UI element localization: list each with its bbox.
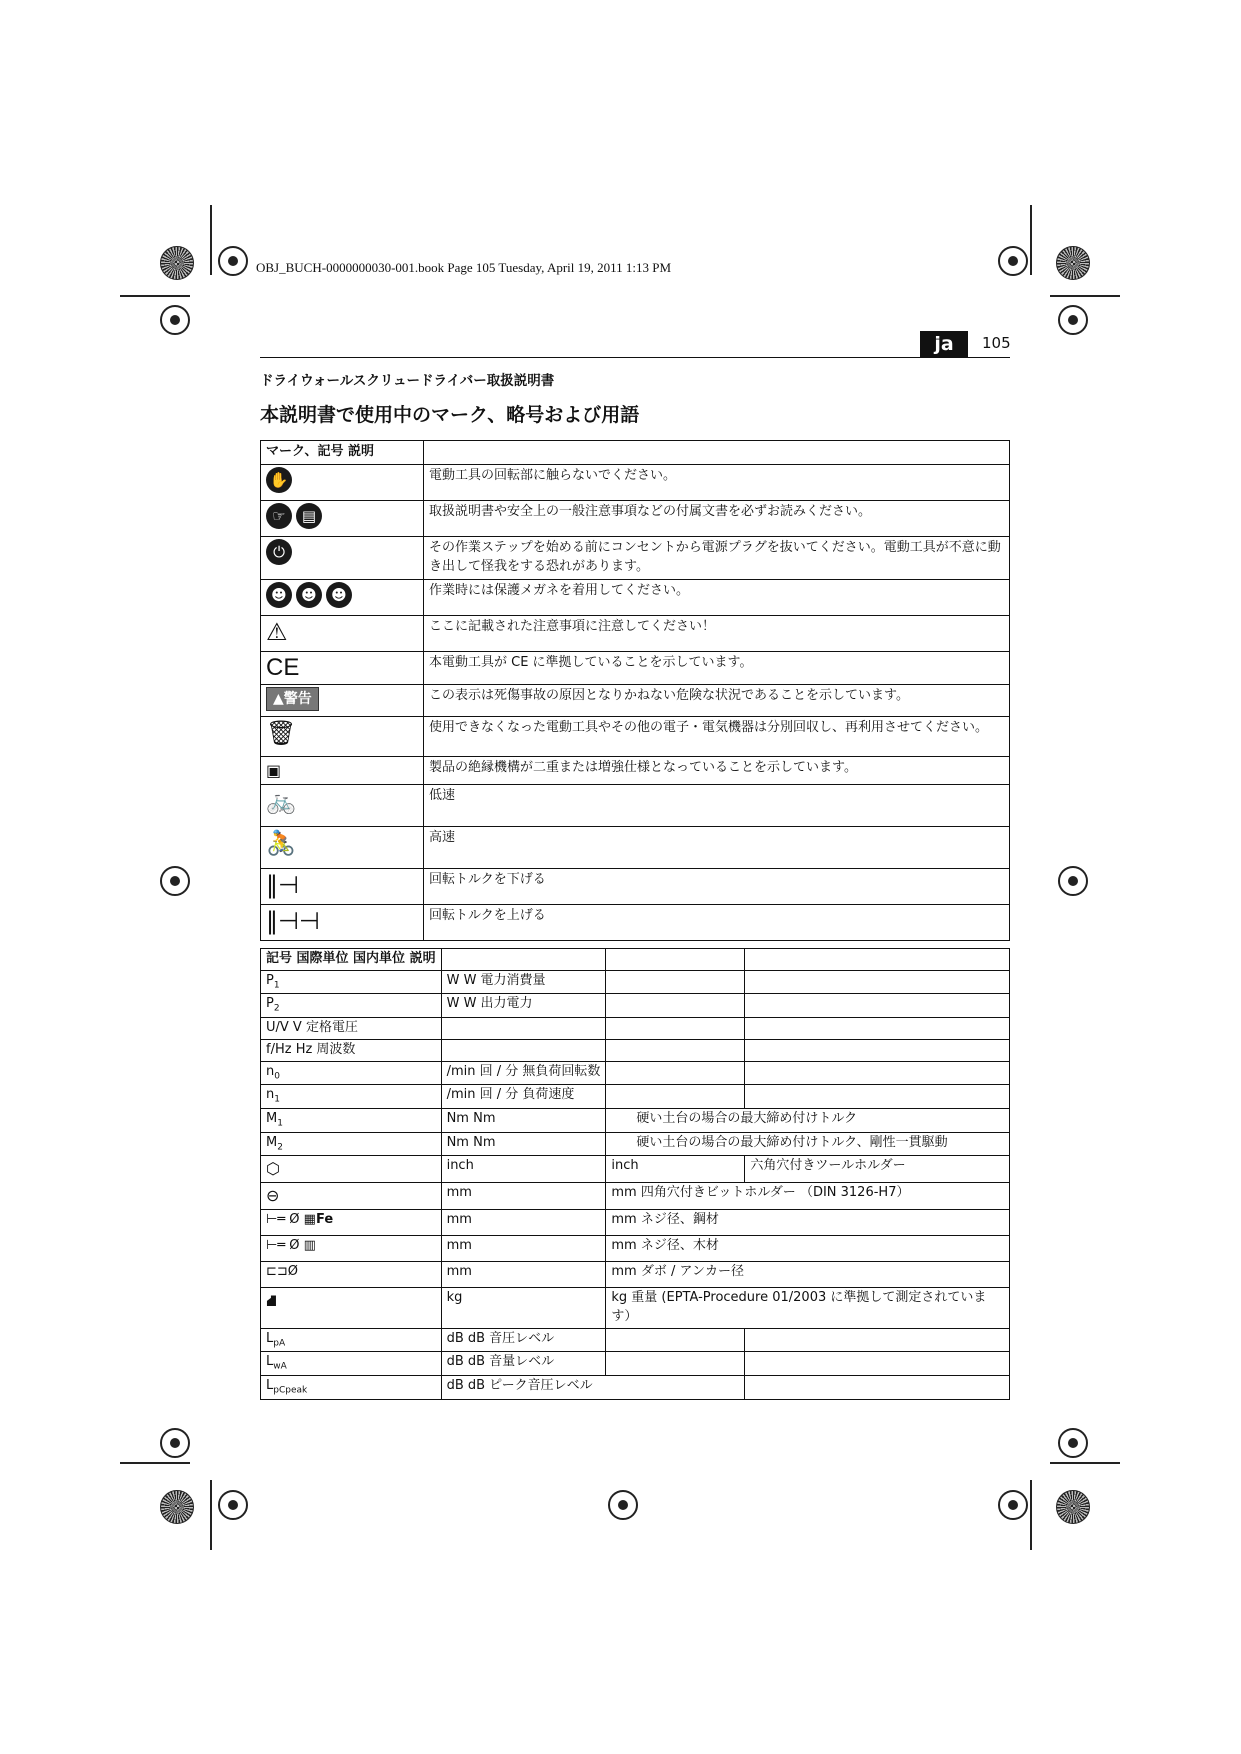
torque-down-icon: ‖⊣ xyxy=(266,871,299,900)
unit-symbol: n xyxy=(266,1063,275,1079)
crop-mark xyxy=(1050,295,1120,297)
table-row xyxy=(261,684,1010,716)
table-row xyxy=(261,1039,1010,1061)
hex-holder-icon: ⬡ xyxy=(266,1159,280,1179)
table-header-row xyxy=(261,441,1010,465)
crop-mark xyxy=(1030,205,1032,275)
table-row xyxy=(261,579,1010,615)
unit-symbol: L xyxy=(266,1354,274,1370)
unit-description: mm ネジ径、木材 xyxy=(606,1236,1010,1262)
crop-mark xyxy=(210,1480,212,1550)
table-row xyxy=(261,1132,1010,1156)
header-cell xyxy=(424,441,1010,465)
header-cell xyxy=(745,949,1010,971)
unit-cell: mm xyxy=(441,1236,606,1262)
unit-symbol: L xyxy=(266,1330,274,1346)
crop-mark xyxy=(120,295,190,297)
unit-cell: inch xyxy=(606,1156,745,1183)
header-cell: マーク、記号 説明 xyxy=(261,441,424,465)
symbol-description: その作業ステップを始める前にコンセントから電源プラグを抜いてください。電動工具が不意に動き出して怪我をする恐れがあります。 xyxy=(424,536,1010,579)
table-row xyxy=(261,1376,1010,1400)
crop-mark xyxy=(210,205,212,275)
registration-crosshair-icon xyxy=(218,246,248,276)
table-row xyxy=(261,716,1010,756)
symbol-description: 回転トルクを下げる xyxy=(424,869,1010,905)
square-holder-icon: ⊖ xyxy=(266,1186,280,1206)
crop-mark xyxy=(120,1462,190,1464)
unit-subscript: pA xyxy=(273,1338,286,1349)
header-rule xyxy=(260,357,1010,358)
unit-subscript: 1 xyxy=(273,980,280,991)
registration-crosshair-icon xyxy=(998,246,1028,276)
unit-cell: kg xyxy=(441,1288,606,1329)
no-touch-icon: ✋ xyxy=(266,467,292,493)
crop-mark xyxy=(1030,1480,1032,1550)
unplug-icon: ⏻ xyxy=(266,539,292,565)
header-cell xyxy=(441,949,606,971)
manual-subtitle: ドライウォールスクリュードライバー取扱説明書 xyxy=(260,373,555,389)
page-number: 105 xyxy=(982,334,1011,352)
unit-cell: dB dB 音量レベル xyxy=(441,1352,606,1376)
table-row xyxy=(261,827,1010,869)
unit-subscript: 2 xyxy=(273,1004,280,1015)
registration-crosshair-icon xyxy=(1058,866,1088,896)
table-row xyxy=(261,1061,1010,1085)
double-insulation-icon: ▣ xyxy=(266,760,282,780)
unit-description: 六角穴付きツールホルダー xyxy=(745,1156,1010,1183)
table-row xyxy=(261,1288,1010,1329)
registration-crosshair-icon xyxy=(608,1490,638,1520)
unit-symbol: n xyxy=(266,1087,275,1103)
manual-book-icon: ▤ xyxy=(296,503,322,529)
registration-crosshair-icon xyxy=(998,1490,1028,1520)
unit-symbol: Ø xyxy=(287,1264,299,1280)
unit-cell: Nm Nm xyxy=(441,1132,606,1156)
table-row xyxy=(261,615,1010,651)
unit-cell: inch xyxy=(441,1156,606,1183)
symbol-description: 電動工具の回転部に触らないでください。 xyxy=(424,464,1010,500)
registration-crosshair-icon xyxy=(160,866,190,896)
registration-crosshair-icon xyxy=(160,1428,190,1458)
unit-symbol: M xyxy=(266,1134,278,1150)
unit-symbol: f/Hz Hz 周波数 xyxy=(261,1039,442,1061)
symbol-description: ここに記載された注意事項に注意してください！ xyxy=(424,615,1010,651)
unit-cell: mm xyxy=(441,1262,606,1288)
unit-subscript: 1 xyxy=(277,1118,283,1129)
table-row xyxy=(261,651,1010,684)
unit-symbol: M xyxy=(266,1111,278,1127)
ce-mark-icon: CE xyxy=(266,653,300,681)
unit-description: mm ネジ径、鋼材 xyxy=(606,1210,1010,1236)
units-table xyxy=(260,948,1010,1400)
unit-cell: Nm Nm xyxy=(441,1109,606,1133)
crop-mark xyxy=(1050,1462,1120,1464)
table-row xyxy=(261,785,1010,827)
torque-up-icon: ‖⊣⊣ xyxy=(266,907,320,936)
unit-subscript: 1 xyxy=(274,1095,280,1106)
warning-label-icon: ▲警告 xyxy=(266,687,319,711)
wood-block-icon: ▥ xyxy=(303,1238,316,1254)
symbol-description: 本電動工具が CE に準拠していることを示しています。 xyxy=(424,651,1010,684)
unit-description: mm ダボ / アンカー径 xyxy=(606,1262,1010,1288)
symbols-table xyxy=(260,440,1010,941)
unit-symbol: U/V V 定格電圧 xyxy=(261,1018,442,1040)
unit-description: mm 四角穴付きビットホルダー （DIN 3126-H7） xyxy=(606,1183,1010,1210)
steel-plate-icon: ▦ xyxy=(303,1212,316,1228)
table-row xyxy=(261,1018,1010,1040)
header-cell: 記号 国際単位 国内単位 説明 xyxy=(261,949,442,971)
table-row xyxy=(261,994,1010,1018)
unit-cell: W W 出力電力 xyxy=(441,994,606,1018)
unit-subscript: pCpeak xyxy=(273,1385,308,1396)
symbol-description: 製品の絶縁機構が二重または増強仕様となっていることを示しています。 xyxy=(424,756,1010,785)
unit-description: 硬い土台の場合の最大締め付けトルク xyxy=(606,1109,1010,1133)
dust-mask-icon: ☻ xyxy=(296,582,322,608)
registration-rosette-icon xyxy=(160,246,194,280)
language-badge: ja xyxy=(920,331,968,357)
unit-cell: mm xyxy=(441,1210,606,1236)
table-row xyxy=(261,1352,1010,1376)
slow-bicycle-icon: 🚲 xyxy=(266,787,296,816)
unit-symbol: L xyxy=(266,1378,274,1394)
registration-crosshair-icon xyxy=(218,1490,248,1520)
table-row xyxy=(261,1328,1010,1352)
dowel-icon: ⊏⊐ xyxy=(266,1264,288,1280)
weee-bin-icon: 🗑 xyxy=(266,718,297,747)
page-title: 本説明書で使用中のマーク、略号および用語 xyxy=(260,404,640,426)
screw-steel-icon: ⊢═ xyxy=(266,1212,286,1228)
symbol-description: 作業時には保護メガネを着用してください。 xyxy=(424,579,1010,615)
registration-crosshair-icon xyxy=(1058,305,1088,335)
unit-cell: W W 電力消費量 xyxy=(441,970,606,994)
protective-gear-icon: ☻ xyxy=(326,582,352,608)
symbol-description: 使用できなくなった電動工具やその他の電子・電気機器は分別回収し、再利用させてください。 xyxy=(424,716,1010,756)
registration-crosshair-icon xyxy=(1058,1428,1088,1458)
symbol-description: 高速 xyxy=(424,827,1010,869)
unit-cell: dB dB ピーク音圧レベル xyxy=(441,1376,745,1400)
unit-cell: dB dB 音圧レベル xyxy=(441,1328,606,1352)
unit-symbol-extra: Fe xyxy=(315,1212,334,1228)
table-row xyxy=(261,1109,1010,1133)
unit-description: kg 重量 (EPTA-Procedure 01/2003 に準拠して測定されています） xyxy=(606,1288,1010,1329)
table-row xyxy=(261,970,1010,994)
table-header-row xyxy=(261,949,1010,971)
screw-wood-icon: ⊢═ xyxy=(266,1238,286,1254)
unit-symbol: Ø xyxy=(289,1212,300,1228)
unit-cell: /min 回 / 分 無負荷回転数 xyxy=(441,1061,606,1085)
registration-rosette-icon xyxy=(1056,246,1090,280)
unit-cell: mm xyxy=(441,1183,606,1210)
unit-subscript: 0 xyxy=(274,1071,280,1082)
print-header: OBJ_BUCH-0000000030-001.book Page 105 Tuesday, April 19, 2011 1:13 PM xyxy=(256,260,672,275)
weight-icon: ⛘ xyxy=(266,1291,278,1311)
table-row xyxy=(261,1156,1010,1183)
table-row xyxy=(261,536,1010,579)
unit-subscript: 2 xyxy=(277,1142,283,1153)
warning-triangle-icon: ⚠ xyxy=(266,617,288,646)
table-row xyxy=(261,756,1010,785)
symbol-description: 回転トルクを上げる xyxy=(424,905,1010,941)
fast-bicycle-icon: 🚴 xyxy=(266,829,296,858)
unit-symbol: P xyxy=(266,972,274,988)
unit-symbol: Ø xyxy=(289,1238,300,1254)
table-row xyxy=(261,464,1010,500)
table-row xyxy=(261,1236,1010,1262)
registration-crosshair-icon xyxy=(160,305,190,335)
table-row xyxy=(261,1183,1010,1210)
symbol-description: 取扱説明書や安全上の一般注意事項などの付属文書を必ずお読みください。 xyxy=(424,500,1010,536)
read-manual-icon: ☞ xyxy=(266,503,292,529)
table-row xyxy=(261,1262,1010,1288)
unit-cell: /min 回 / 分 負荷速度 xyxy=(441,1085,606,1109)
table-row xyxy=(261,869,1010,905)
unit-description: 硬い土台の場合の最大締め付けトルク、剛性一貫駆動 xyxy=(606,1132,1010,1156)
table-row xyxy=(261,905,1010,941)
table-row xyxy=(261,1085,1010,1109)
table-row xyxy=(261,1210,1010,1236)
unit-symbol: P xyxy=(266,996,274,1012)
table-row xyxy=(261,500,1010,536)
ear-protection-icon: ☻ xyxy=(266,582,292,608)
symbol-description: この表示は死傷事故の原因となりかねない危険な状況であることを示しています。 xyxy=(424,684,1010,716)
registration-rosette-icon xyxy=(1056,1490,1090,1524)
header-cell xyxy=(606,949,745,971)
symbol-description: 低速 xyxy=(424,785,1010,827)
registration-rosette-icon xyxy=(160,1490,194,1524)
unit-subscript: wA xyxy=(273,1361,287,1372)
